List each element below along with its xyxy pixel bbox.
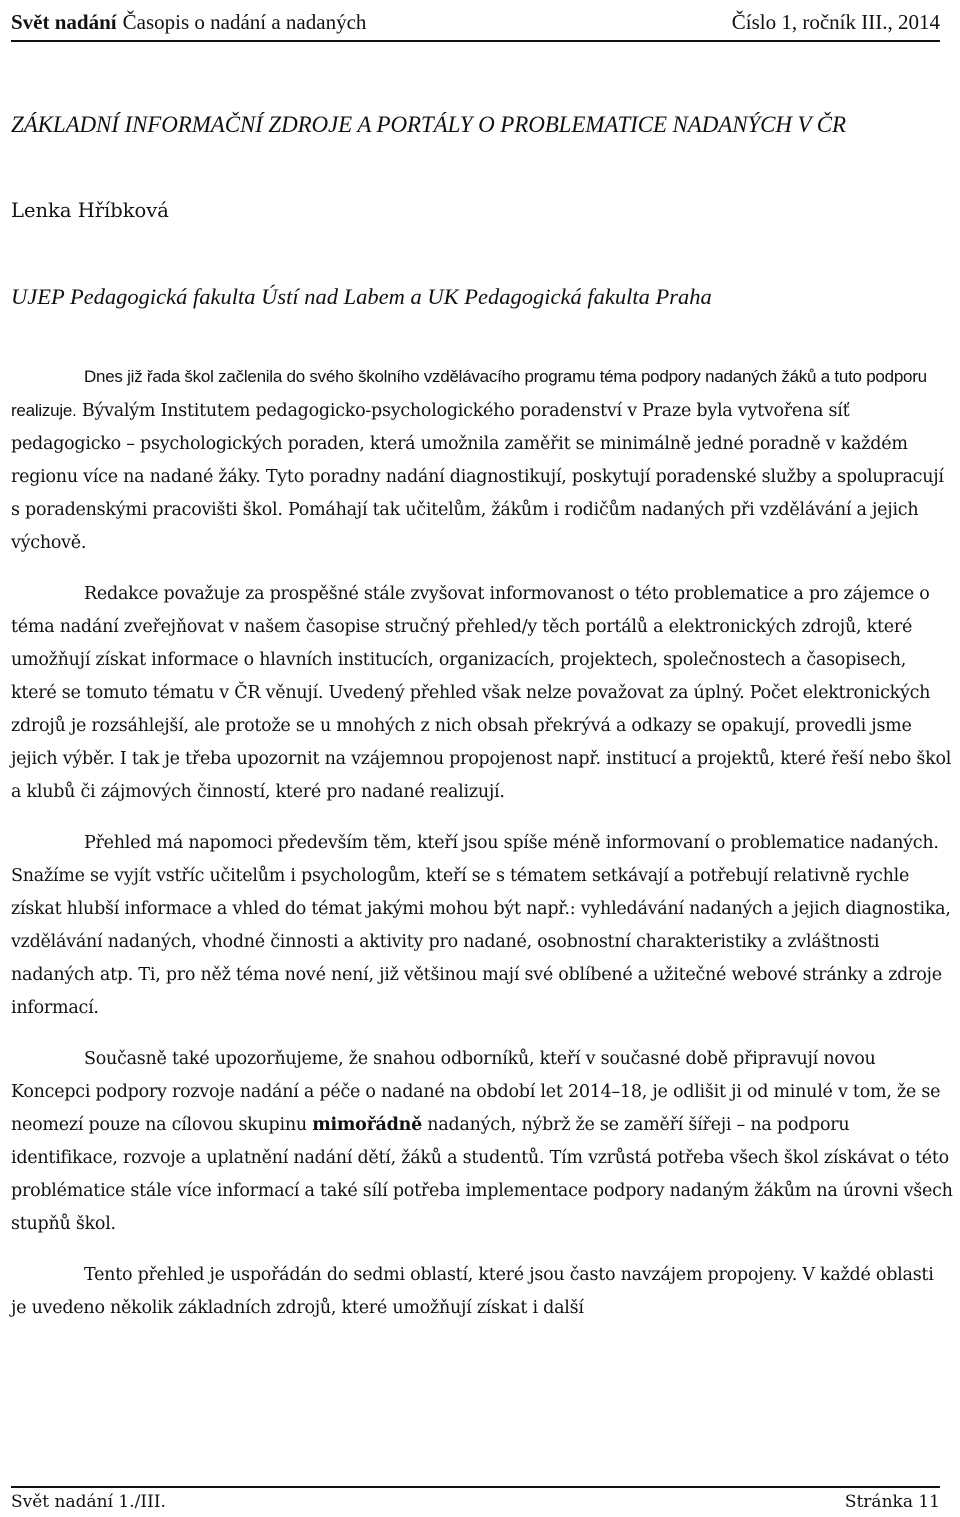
article-affiliation: UJEP Pedagogická fakulta Ústí nad Labem a UK Pedagogická fakulta Praha (11, 284, 712, 309)
running-header (11, 4, 940, 42)
paragraph-4-emphasis: mimořádně (312, 1115, 422, 1135)
article-title: ZÁKLADNÍ INFORMAČNÍ ZDROJE A PORTÁLY O PROBLEMATICE NADANÝCH V ČR (11, 112, 846, 137)
article-body (11, 360, 954, 1325)
paragraph-2: Redakce považuje za prospěšné stále zvyšovat informovanost o této problematice a pro zájemce o téma nadání zveřejňovat v našem časopise stručný přehled/y těch portálů a elektronických zdrojů, které umožňují získat informace o hlavních institucích, organizacích, projektech, společnostech a časopisech, které se tomuto tématu v ČR věnují. Uvedený přehled však nelze považovat za úplný. Počet elektronických zdrojů je rozsáhlejší, ale protože se u mnohých z nich obsah překrývá a odkazy se opakují, provedli jsme jejich výběr. I tak je třeba upozornit na vzájemnou propojenost např. institucí a projektů, které řeší nebo škol a klubů či zájmových činností, které pro nadané realizují. (11, 584, 952, 802)
footer-journal: Svět nadání 1./III. (11, 1492, 166, 1512)
paragraph-5: Tento přehled je uspořádán do sedmi oblastí, které jsou často navzájem propojeny. V každé oblasti je uvedeno několik základních zdrojů, které umožňují získat i další (11, 1265, 934, 1318)
journal-name-block (11, 10, 366, 35)
journal-subtitle: Časopis o nadání a nadaných (122, 9, 367, 34)
paragraph-1-rest: Bývalým Institutem pedagogicko-psychologického poradenství v Praze byla vytvořena síť pedagogicko – psychologických poraden, která umožnila zaměřit se minimálně jedné poradně v každém regionu více na nadané žáky. Tyto poradny nadání diagnostikují, poskytují poradenské služby a spolupracují s poradenskými pracovišti škol. Pomáhají tak učitelům, žákům i rodičům nadaných při vzdělávání a jejich výchově. (11, 401, 944, 553)
article-author: Lenka Hříbková (11, 199, 169, 222)
paragraph-4 (11, 1043, 954, 1241)
journal-name: Svět nadání (11, 9, 117, 34)
paragraph-1 (11, 360, 954, 560)
issue-info: Číslo 1, ročník III., 2014 (731, 9, 940, 34)
paragraph-4-part-b: nadaných, nýbrž že se zaměří šířeji – na podporu identifikace, rozvoje a uplatnění nadání dětí, žáků a studentů. Tím vzrůstá potřeba všech škol získávat o této problématice stále více informací a také sílí potřeba implementace podpory nadaným žákům na úrovni všech stupňů škol. (11, 1115, 953, 1234)
paragraph-4-part-a: Současně také upozorňujeme, že snahou odborníků, kteří v současné době připravují novou Koncepci podpory rozvoje nadání a péče o nadané na období let 2014–18, je odlišit ji od minulé v tom, že se neomezí pouze na cílovou skupinu (11, 1049, 941, 1135)
paragraph-3: Přehled má napomoci především těm, kteří jsou spíše méně informovaní o problematice nadaných. Snažíme se vyjít vstříc učitelům i psychologům, kteří se s tématem setkávají a potřebují relativně rychle získat hlubší informace a vhled do témat jakými mohou být např.: vyhledávání nadaných a jejich diagnostika, vzdělávání nadaných, vhodné činnosti a aktivity pro nadané, osobnostní charakteristiky a zvláštnosti nadaných atp. Ti, pro něž téma nové není, již většinou mají své oblíbené a užitečné webové stránky a zdroje informací. (11, 833, 951, 1018)
paragraph-1-lead: Dnes již řada škol začlenila do svého školního vzdělávacího programu téma podpory nadaných žáků a tuto podporu realizuje. (11, 367, 927, 420)
running-footer (11, 1486, 940, 1512)
page-number: Stránka 11 (844, 1492, 940, 1512)
